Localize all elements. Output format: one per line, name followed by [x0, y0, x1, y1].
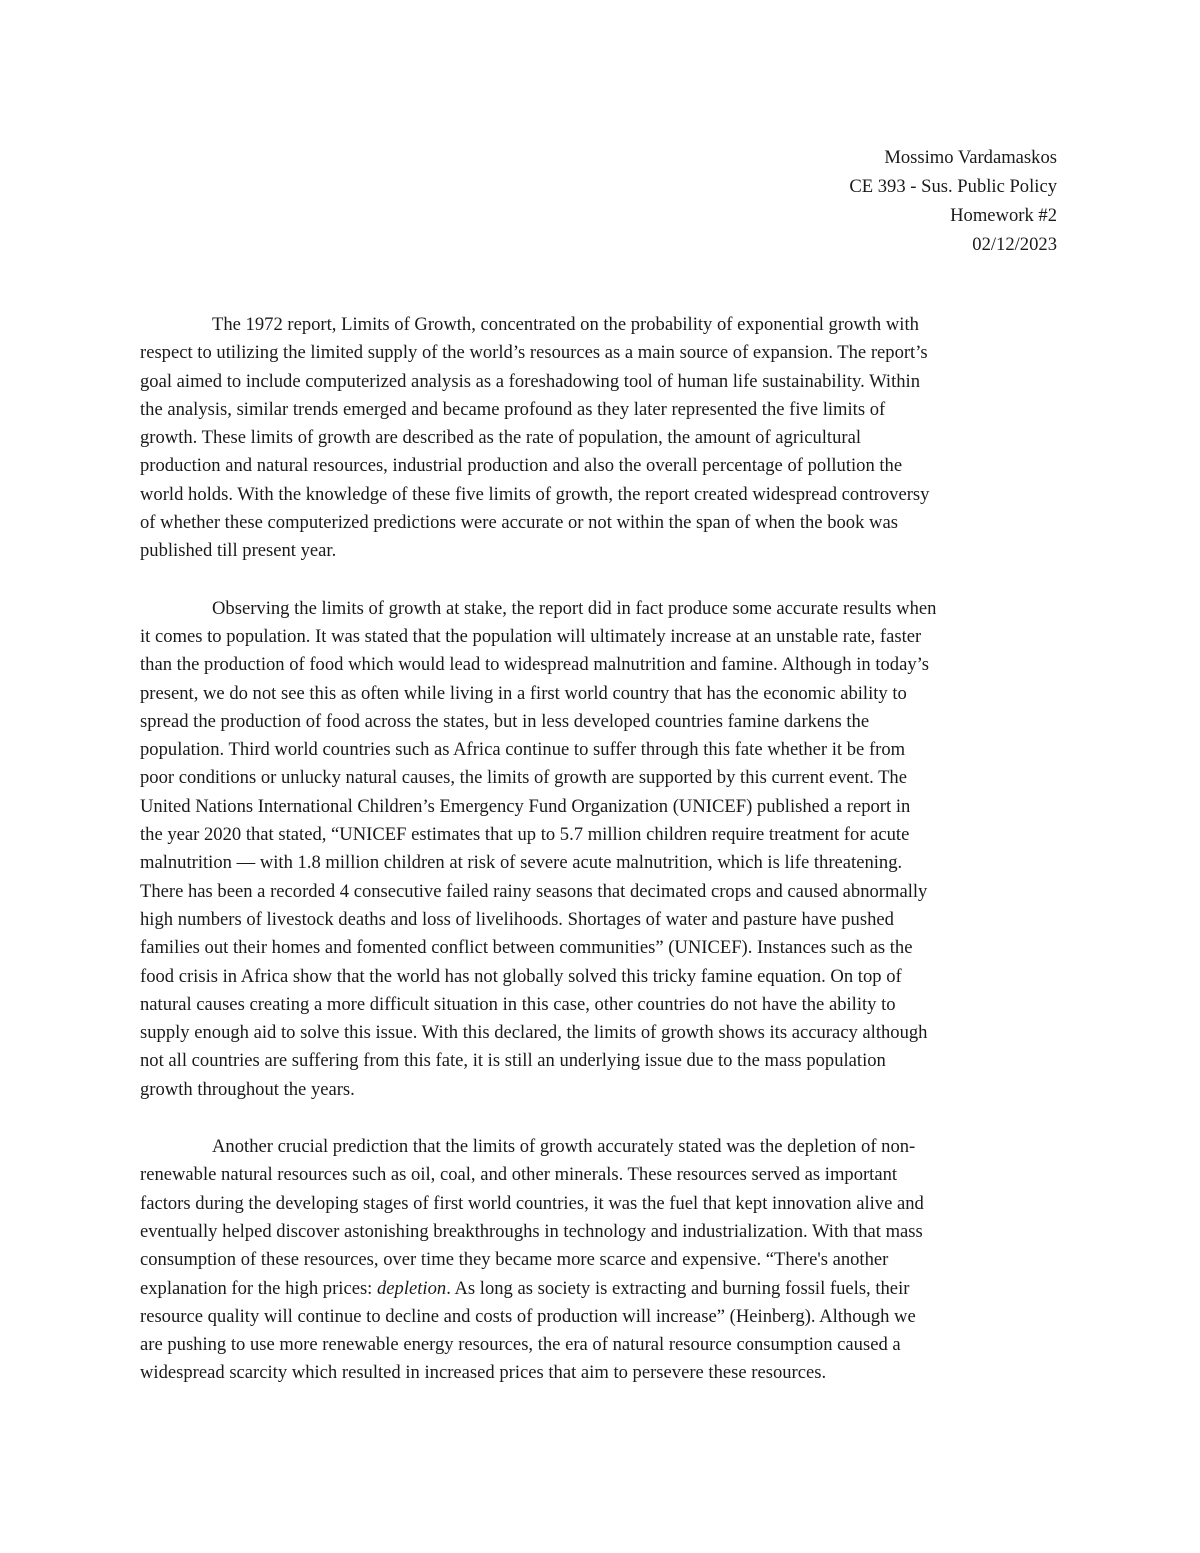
text-line: respect to utilizing the limited supply of the world’s resources as a main source of expansion. The report’s — [140, 342, 928, 364]
text-line: published till present year. — [140, 540, 337, 562]
text-line: food crisis in Africa show that the world has not globally solved this tricky famine equation. On top of — [140, 965, 902, 987]
course-title: CE 393 - Sus. Public Policy — [849, 176, 1057, 197]
text-line: it comes to population. It was stated that the population will ultimately increase at an unstable rate, faster — [140, 625, 922, 647]
text-line: world holds. With the knowledge of these five limits of growth, the report created widespread controversy — [140, 483, 930, 505]
text-line: goal aimed to include computerized analysis as a foreshadowing tool of human life sustainability. Within — [140, 370, 921, 392]
text-line: spread the production of food across the states, but in less developed countries famine darkens the — [140, 710, 870, 732]
italic-term: depletion — [377, 1277, 447, 1299]
text-line: than the production of food which would lead to widespread malnutrition and famine. Although in today’s — [140, 654, 930, 676]
text-line: The 1972 report, Limits of Growth, concentrated on the probability of exponential growth with — [212, 314, 919, 335]
text-line: the analysis, similar trends emerged and became profound as they later represented the five limits of — [140, 398, 886, 420]
paragraph-3 — [140, 1133, 1058, 1388]
author-name: Mossimo Vardamaskos — [884, 147, 1057, 168]
text-line: families out their homes and fomented conflict between communities” (UNICEF). Instances such as the — [140, 937, 913, 959]
text-line-with-italic — [140, 1275, 1058, 1303]
text-line: Observing the limits of growth at stake, the report did in fact produce some accurate results when — [212, 597, 937, 619]
text-line: United Nations International Children’s Emergency Fund Organization (UNICEF) published a report in — [140, 795, 911, 817]
text-line: growth. These limits of growth are described as the rate of population, the amount of agricultural — [140, 427, 861, 449]
text-line: production and natural resources, industrial production and also the overall percentage of pollution the — [140, 455, 903, 477]
text-line: high numbers of livestock deaths and loss of livelihoods. Shortages of water and pasture have pushed — [140, 908, 894, 930]
text-segment: . As long as society is extracting and burning fossil fuels, their — [446, 1277, 910, 1299]
text-line: not all countries are suffering from this fate, it is still an underlying issue due to the mass population — [140, 1050, 886, 1072]
text-line: the year 2020 that stated, “UNICEF estimates that up to 5.7 million children require treatment for acute — [140, 824, 910, 846]
text-line: natural causes creating a more difficult situation in this case, other countries do not have the ability to — [140, 993, 896, 1015]
paragraph-2 — [140, 595, 1058, 1104]
text-line: Another crucial prediction that the limits of growth accurately stated was the depletion of non- — [212, 1136, 916, 1158]
text-line: resource quality will continue to decline and costs of production will increase” (Heinberg). Although we — [140, 1305, 916, 1327]
document-header — [849, 143, 1057, 259]
text-line: present, we do not see this as often while living in a first world country that has the economic ability to — [140, 682, 907, 704]
text-line: widespread scarcity which resulted in increased prices that aim to persevere these resources. — [140, 1362, 827, 1384]
text-line: There has been a recorded 4 consecutive failed rainy seasons that decimated crops and caused abnormally — [140, 880, 928, 902]
text-segment: explanation for the high prices: — [140, 1277, 377, 1299]
paragraph-1 — [140, 311, 1058, 566]
text-line: of whether these computerized predictions were accurate or not within the span of when the book was — [140, 512, 898, 534]
text-line: factors during the developing stages of first world countries, it was the fuel that kept innovation alive and — [140, 1192, 924, 1214]
document-date: 02/12/2023 — [972, 234, 1057, 255]
text-line: population. Third world countries such as Africa continue to suffer through this fate whether it be from — [140, 739, 906, 761]
text-line: consumption of these resources, over time they became more scarce and expensive. “There's another — [140, 1249, 889, 1271]
text-line: growth throughout the years. — [140, 1078, 355, 1100]
assignment-title: Homework #2 — [950, 205, 1057, 226]
text-line: renewable natural resources such as oil, coal, and other minerals. These resources served as important — [140, 1164, 898, 1186]
text-line: eventually helped discover astonishing breakthroughs in technology and industrialization. With that mass — [140, 1220, 923, 1242]
text-line: poor conditions or unlucky natural causes, the limits of growth are supported by this current event. The — [140, 767, 907, 789]
text-line: supply enough aid to solve this issue. With this declared, the limits of growth shows its accuracy although — [140, 1022, 928, 1044]
document-body — [140, 311, 1058, 1417]
text-line: malnutrition — with 1.8 million children at risk of severe acute malnutrition, which is life threatening. — [140, 852, 903, 874]
text-line: are pushing to use more renewable energy resources, the era of natural resource consumption caused a — [140, 1334, 901, 1356]
